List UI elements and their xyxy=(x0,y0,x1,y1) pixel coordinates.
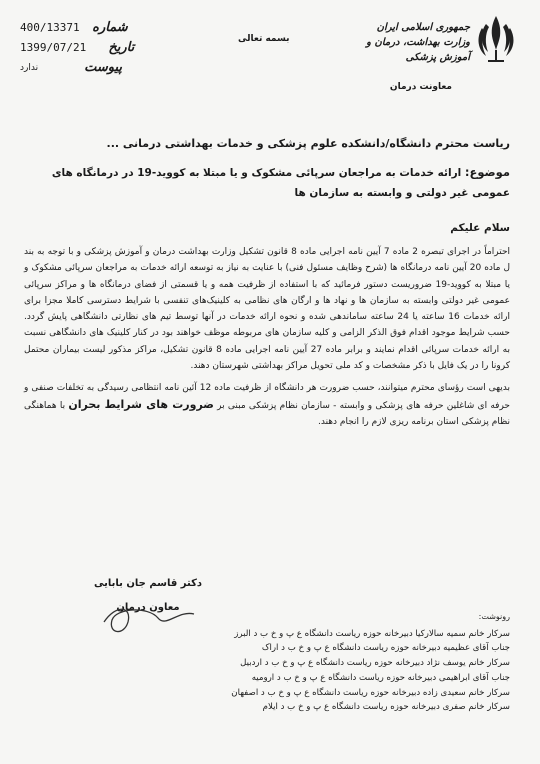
body-paragraph-2 xyxy=(24,380,510,430)
letter-date: 1399/07/21 xyxy=(20,41,87,54)
attach-value: ندارد xyxy=(20,63,39,73)
greeting: سلام علیکم xyxy=(450,222,510,234)
cc-title: رونوشت: xyxy=(478,612,510,621)
cc-item: جناب آقای ابراهیمی دبیرخانه حوزه ریاست دانشگاه ع پ و خ ب د ارومیه xyxy=(251,672,510,683)
cc-item: سرکار خانم یوسف نژاد دبیرخانه حوزه ریاست دانشگاه ع پ و خ ب د اردبیل xyxy=(240,658,510,669)
basmala: بسمه تعالی xyxy=(238,34,290,44)
iran-emblem-icon xyxy=(474,12,518,68)
number-label: شماره xyxy=(92,20,128,35)
letter-body xyxy=(24,244,510,430)
cc-item: سرکار خانم صفری دبیرخانه حوزه ریاست دانشگاه ع پ و خ ب د ایلام xyxy=(262,702,510,713)
meta-number-row xyxy=(20,18,170,38)
addressee: ریاست محترم دانشگاه/دانشکده علوم پزشکی و خدمات بهداشتی درمانی ... xyxy=(106,137,510,150)
subject xyxy=(30,162,510,203)
cc-list xyxy=(80,610,510,715)
ministry-heading xyxy=(340,20,470,65)
paragraph-2-ending: با هماهنگی نظام پزشکی استان برنامه ریزی لازم را انجام دهند. xyxy=(24,400,510,427)
letter-number: 400/13371 xyxy=(20,21,80,34)
department-name: معاونت درمان xyxy=(389,82,452,92)
cc-item: جناب آقای عظیمیه دبیرخانه حوزه ریاست دانشگاه ع پ و خ ب د اراک xyxy=(261,643,510,654)
cc-item: سرکار خانم سمیه سالارکیا دبیرخانه حوزه ریاست دانشگاه ع پ و خ ب د البرز xyxy=(234,628,510,639)
date-label: تاریخ xyxy=(108,40,135,55)
paragraph-2-emphasis: ضرورت های شرایط بحران xyxy=(68,397,214,411)
attach-label: پیوست xyxy=(84,60,122,75)
meta-attach-row xyxy=(20,58,170,78)
subject-label: موضوع: xyxy=(464,165,510,179)
meta-date-row xyxy=(20,38,170,58)
letter-meta xyxy=(20,18,170,78)
ministry-line2: وزارت بهداشت، درمان و آموزش پزشکی xyxy=(366,37,470,63)
signatory-title: معاون درمان xyxy=(116,602,180,613)
paragraph-2-text: بدیهی است رؤسای محترم میتوانند، حسب ضرورت هر دانشگاه از ظرفیت ماده 12 آئین نامه انتظامی رسیدگی به تخلفات صنفی و حرفه ای شاغلین حرفه های پزشکی و وابسته - سازمان نظام پزشکی مبنی بر xyxy=(24,383,510,411)
body-paragraph-1: احتراماً در اجرای تبصره 2 ماده 7 آیین نامه اجرایی ماده 8 قانون تشکیل وزارت بهداشت درمان و آموزش پزشکی و با توجه به بند ل ماده 20 آیین نامه درمانگاه ها (شرح وظایف مسئول فنی) با عنایت به نیاز به توسعه ارائه خدمات به مراجعان سرپائی مشکوک و یا مبتلا به کووید-19 ضروریست دستور فرمائید که با استفاده از ظرفیت همه و یا قسمتی از فضای درمانگاه ها و مراکز سرپائی عمومی غیر دولتی وابسته به سازمان ها و نهاد ها و ارگان های نظامی به کلینیک‌های تنفسی با شرایط دسترسی کاملا مجزا برای ارائه خدمات 16 ساعته یا 24 ساعته ساماندهی شده و نحوه ارائه خدمات در آنها توسط تیم های نظارتی دانشگاهی پایش گردد. حسب شرایط موجود اقدام فوق الذکر الزامی و کلیه سازمان های مربوطه موظف خواهند بود در کنار کلینیک های دانشگاهی نسبت به ارائه خدمات سرپائی اقدام نمایند و برابر ماده 27 آیین نامه اجرایی ماده 8 قانون تشکیل، مراکز مذکور لیست بیماران محتمل کرونا را در یک فایل با ذکر مشخصات و کد ملی تحویل مراکز بهداشتی شهرستان دهند. xyxy=(24,247,511,372)
cc-item: سرکار خانم سعیدی زاده دبیرخانه حوزه ریاست دانشگاه ع پ و خ ب د اصفهان xyxy=(231,687,510,698)
signatory-name: دکتر قاسم جان بابایی xyxy=(93,578,203,589)
subject-text: ارائه خدمات به مراجعان سرپائی مشکوک و یا مبتلا به کووید-19 در درمانگاه های عمومی غیر دولتی و وابسته به سازمان ها xyxy=(51,167,510,199)
ministry-line1: جمهوری اسلامی ایران xyxy=(376,22,470,33)
